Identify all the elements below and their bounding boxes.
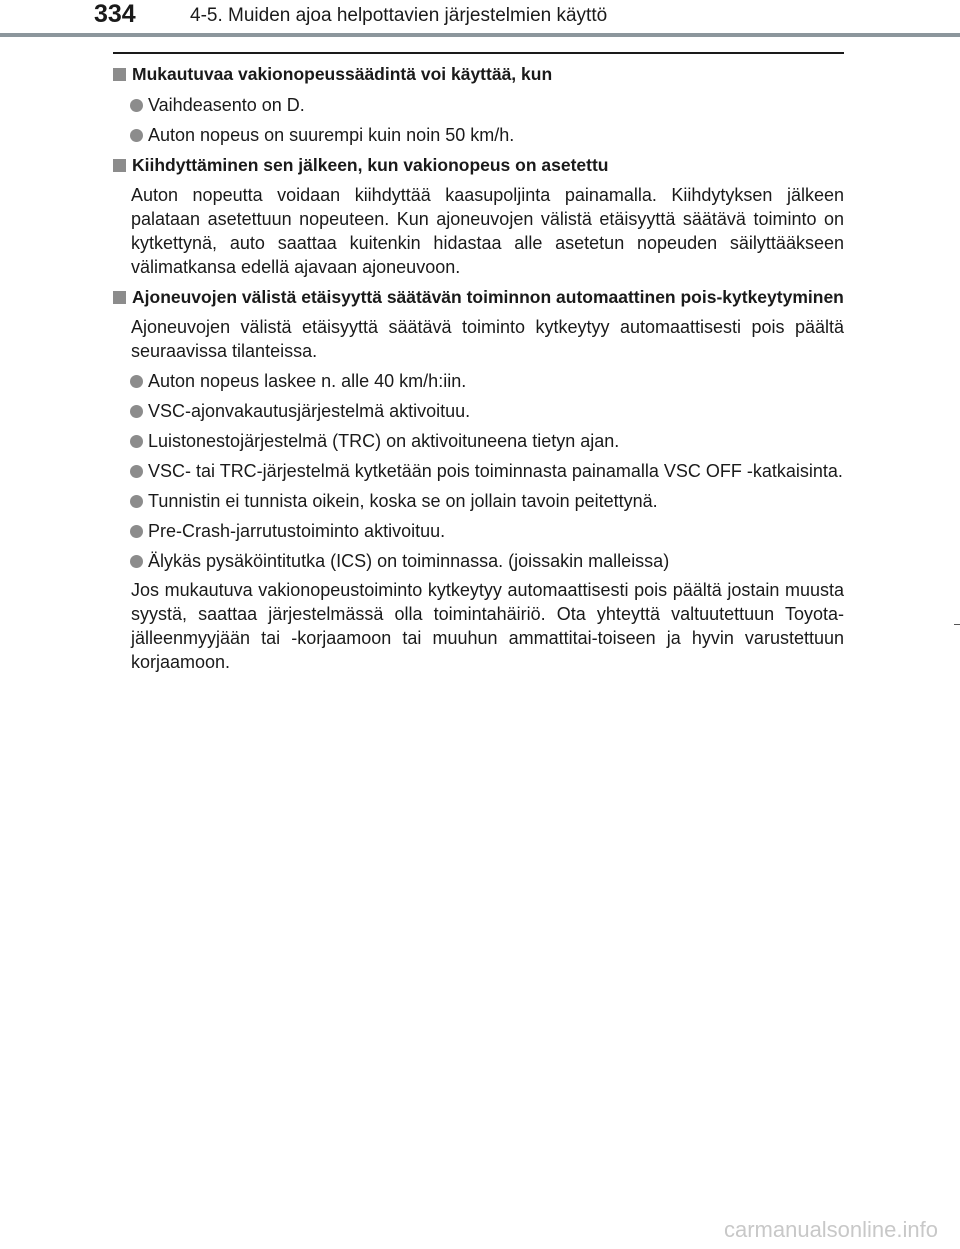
- paragraph: Auton nopeutta voidaan kiihdyttää kaasupoljinta painamalla. Kiihdytyksen jälkeen palataan asetettuun nopeuteen. Kun ajoneuvojen välistä etäisyyttä säätävä toiminto on kytkettynä, auto saattaa kuitenkin hidastaa alle asetetun nopeuden säilyttääkseen välimatkansa edellä ajavaan ajoneuvoon.: [131, 185, 844, 277]
- circle-bullet-icon: [130, 405, 143, 418]
- section-conditions: [113, 62, 844, 147]
- section-heading: Mukautuvaa vakionopeussäädintä voi käyttää, kun: [113, 62, 844, 87]
- margin-mark: [954, 624, 960, 625]
- list-item: Auton nopeus on suurempi kuin noin 50 km/h.: [113, 123, 844, 147]
- section-auto-cancel: [113, 285, 844, 674]
- circle-bullet-icon: [130, 465, 143, 478]
- list-item: VSC- tai TRC-järjestelmä kytketään pois toiminnasta painamalla VSC OFF -katkaisinta.: [113, 459, 844, 483]
- section-heading: Kiihdyttäminen sen jälkeen, kun vakionopeus on asetettu: [113, 153, 844, 178]
- list-item: Tunnistin ei tunnista oikein, koska se on jollain tavoin peitettynä.: [113, 489, 844, 513]
- section-heading: Ajoneuvojen välistä etäisyyttä säätävän toiminnon automaattinen pois-kytkeytyminen: [113, 285, 844, 310]
- list-item: Pre-Crash-jarrutustoiminto aktivoituu.: [113, 519, 844, 543]
- paragraph: Ajoneuvojen välistä etäisyyttä säätävä toiminto kytkeytyy automaattisesti pois päältä seuraavissa tilanteissa.: [131, 317, 844, 361]
- page-number: 334: [94, 0, 136, 28]
- list-item: Auton nopeus laskee n. alle 40 km/h:iin.: [113, 369, 844, 393]
- list-item: Älykäs pysäköintitutka (ICS) on toiminnassa. (joissakin malleissa): [113, 549, 844, 573]
- square-bullet-icon: [113, 68, 126, 81]
- list-item: VSC-ajonvakautusjärjestelmä aktivoituu.: [113, 399, 844, 423]
- circle-bullet-icon: [130, 99, 143, 112]
- list-item: Vaihdeasento on D.: [113, 93, 844, 117]
- section-rule: [113, 52, 844, 54]
- circle-bullet-icon: [130, 525, 143, 538]
- section-acceleration: [113, 153, 844, 279]
- chapter-title: 4-5. Muiden ajoa helpottavien järjestelmien käyttö: [190, 5, 608, 26]
- circle-bullet-icon: [130, 495, 143, 508]
- page-header: [0, 0, 960, 40]
- square-bullet-icon: [113, 291, 126, 304]
- circle-bullet-icon: [130, 435, 143, 448]
- circle-bullet-icon: [130, 375, 143, 388]
- watermark: carmanualsonline.info: [723, 1217, 938, 1242]
- circle-bullet-icon: [130, 129, 143, 142]
- closing-paragraph: Jos mukautuva vakionopeustoiminto kytkeytyy automaattisesti pois päältä jostain muusta syystä, saattaa järjestelmässä olla toimintahäiriö. Ota yhteyttä valtuutettuun Toyota-jälleenmyyjään tai -korjaamoon tai muuhun ammattitai-toiseen ja hyvin varustettuun korjaamoon.: [131, 580, 844, 672]
- page-content: [113, 62, 844, 674]
- header-rule: [0, 33, 960, 37]
- square-bullet-icon: [113, 159, 126, 172]
- list-item: Luistonestojärjestelmä (TRC) on aktivoituneena tietyn ajan.: [113, 429, 844, 453]
- circle-bullet-icon: [130, 555, 143, 568]
